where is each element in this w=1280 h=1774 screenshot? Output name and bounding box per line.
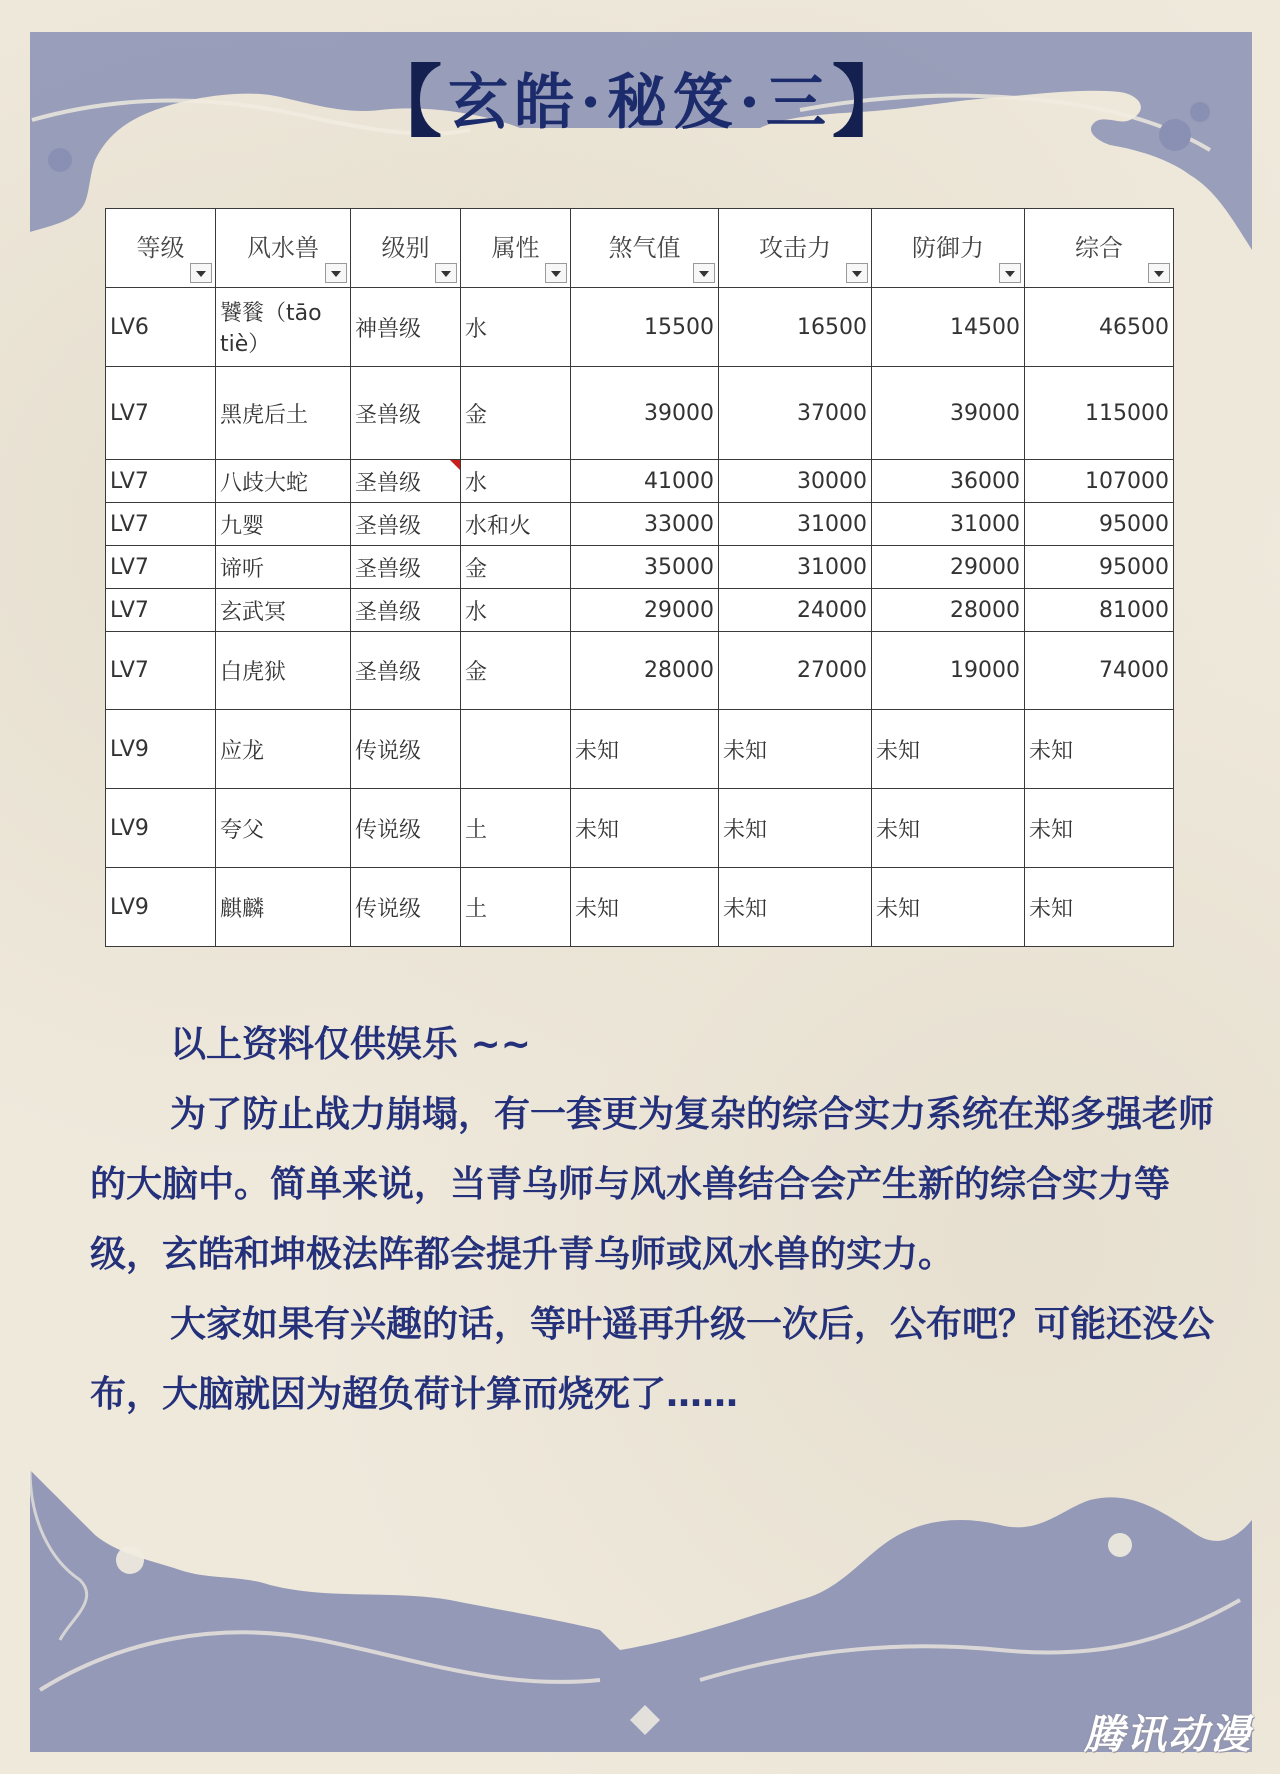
table-header-row [106, 209, 1174, 288]
filter-dropdown-icon[interactable] [545, 263, 567, 283]
table-row: LV9 夸父 传说级 土 未知 未知 未知 未知 [106, 789, 1174, 868]
beast-stats-table [105, 208, 1174, 947]
header-beast[interactable]: 风水兽 [216, 209, 351, 288]
header-total[interactable]: 综合 [1025, 209, 1174, 288]
title-close-bracket: 】 [831, 57, 916, 148]
table-row: LV7 玄武冥 圣兽级 水 29000 24000 28000 81000 [106, 589, 1174, 632]
header-level[interactable]: 等级 [106, 209, 216, 288]
header-attack[interactable]: 攻击力 [719, 209, 872, 288]
filter-dropdown-icon[interactable] [190, 263, 212, 283]
table-row: LV7 谛听 圣兽级 金 35000 31000 29000 95000 [106, 546, 1174, 589]
title-text: 玄皓·秘笈·三 [448, 68, 832, 138]
author-notes [90, 1010, 1230, 1430]
note-paragraph: 以上资料仅供娱乐 ~~ [170, 1024, 531, 1065]
header-sha-qi[interactable]: 煞气值 [571, 209, 719, 288]
header-rank[interactable]: 级别 [351, 209, 461, 288]
header-element[interactable]: 属性 [461, 209, 571, 288]
filter-dropdown-icon[interactable] [435, 263, 457, 283]
filter-dropdown-icon[interactable] [693, 263, 715, 283]
table-row: LV7 白虎狱 圣兽级 金 28000 27000 19000 74000 [106, 632, 1174, 710]
table-row: LV7 九婴 圣兽级 水和火 33000 31000 31000 95000 [106, 503, 1174, 546]
filter-dropdown-icon[interactable] [1148, 263, 1170, 283]
table-row: LV6 饕餮（tāo tiè） 神兽级 水 15500 16500 14500 46500 [106, 288, 1174, 367]
filter-dropdown-icon[interactable] [325, 263, 347, 283]
header-defense[interactable]: 防御力 [872, 209, 1025, 288]
table-row: LV7 黑虎后土 圣兽级 金 39000 37000 39000 115000 [106, 367, 1174, 460]
note-paragraph: 为了防止战力崩塌，有一套更为复杂的综合实力系统在郑多强老师的大脑中。简单来说，当青乌师与风水兽结合会产生新的综合实力等级，玄皓和坤极法阵都会提升青乌师或风水兽的实力。 [90, 1094, 1215, 1275]
title-open-bracket: 【 [364, 57, 449, 148]
watermark-logo: 腾讯动漫 [1084, 1712, 1252, 1758]
spreadsheet-screenshot [105, 208, 1173, 947]
table-row: LV9 麒麟 传说级 土 未知 未知 未知 未知 [106, 868, 1174, 947]
comment-indicator-icon[interactable] [450, 460, 460, 470]
filter-dropdown-icon[interactable] [846, 263, 868, 283]
table-row: LV9 应龙 传说级 未知 未知 未知 未知 [106, 710, 1174, 789]
note-paragraph: 大家如果有兴趣的话，等叶遥再升级一次后，公布吧？可能还没公布，大脑就因为超负荷计算而烧死了…… [90, 1304, 1215, 1415]
filter-dropdown-icon[interactable] [999, 263, 1021, 283]
table-row: LV7 八歧大蛇 圣兽级 水 41000 30000 36000 107000 [106, 460, 1174, 503]
page-title [0, 40, 1280, 152]
